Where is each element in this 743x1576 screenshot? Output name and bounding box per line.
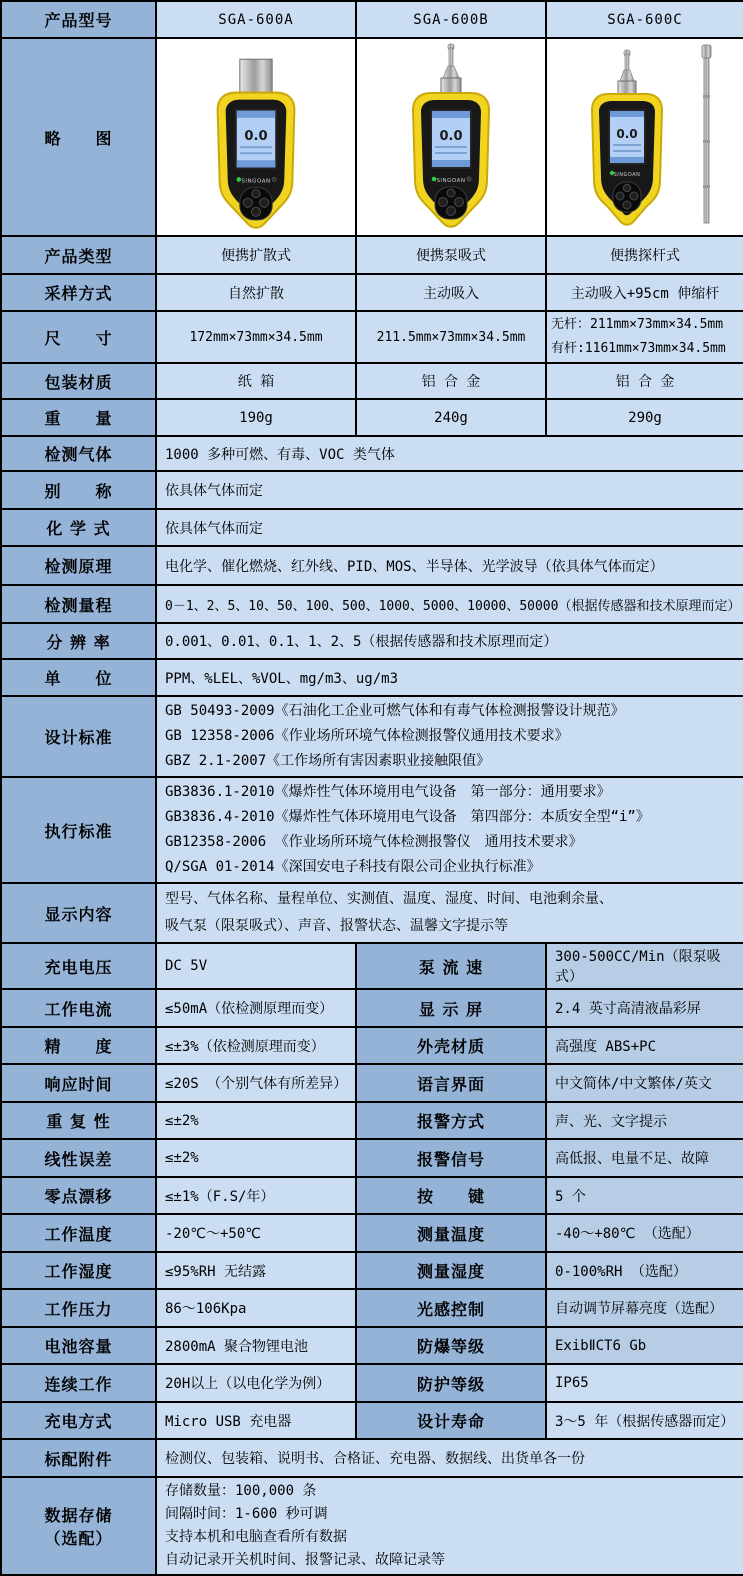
label-alarm-mode: 报警方式	[356, 1102, 546, 1139]
label-dimensions: 尺 寸	[1, 311, 156, 363]
value-light-control: 自动调节屏幕亮度（选配）	[546, 1289, 743, 1327]
row-standard-accessories	[1, 1439, 743, 1477]
value-linearity-error: ≤±2%	[156, 1139, 356, 1177]
display-content-line: 吸气泵（限泵吸式）、声音、报警状态、温馨文字提示等	[165, 918, 508, 934]
label-unit: 单 位	[1, 659, 156, 696]
value-measure-temperature: -40～+80℃ （选配）	[546, 1214, 743, 1252]
row-repeatability-alarm-mode	[1, 1102, 743, 1139]
row-sampling-method	[1, 274, 743, 311]
label-accuracy: 精 度	[1, 1027, 156, 1064]
label-charging-voltage: 充电电压	[1, 943, 156, 989]
value-sampling-a: 自然扩散	[156, 274, 356, 311]
label-working-current: 工作电流	[1, 989, 156, 1027]
label-light-control: 光感控制	[356, 1289, 546, 1327]
row-charging-method-design-life	[1, 1402, 743, 1439]
row-detection-principle	[1, 546, 743, 585]
value-zero-drift: ≤±1%（F.S/年）	[156, 1177, 356, 1214]
telescopic-rod-illustration	[702, 45, 711, 223]
data-storage-line: 自动记录开关机时间、报警记录、故障记录等	[165, 1552, 445, 1568]
execution-standard-line: GB3836.1-2010《爆炸性气体环境用电气设备 第一部分：通用要求》	[165, 784, 611, 800]
gas-detector-diffusion-illustration	[161, 39, 351, 231]
label-pump-flow: 泵 流 速	[356, 943, 546, 989]
label-design-life: 设计寿命	[356, 1402, 546, 1439]
row-execution-standards	[1, 777, 743, 883]
label-execution-standards: 执行标准	[1, 777, 156, 883]
gas-detector-pump-illustration	[361, 39, 541, 231]
data-storage-line: 间隔时间：1-600 秒可调	[165, 1506, 328, 1522]
row-continuous-work-protection	[1, 1364, 743, 1402]
label-packaging-material: 包装材质	[1, 363, 156, 399]
row-product-model	[1, 1, 743, 38]
label-linearity-error: 线性误差	[1, 1139, 156, 1177]
value-weight-b: 240g	[356, 399, 546, 436]
device-brand-text: SINGOAN	[241, 178, 271, 185]
value-alarm-mode: 声、光、文字提示	[546, 1102, 743, 1139]
row-dimensions	[1, 311, 743, 363]
label-detected-gas: 检测气体	[1, 436, 156, 471]
execution-standard-line: GB3836.4-2010《爆炸性气体环境用电气设备 第四部分：本质安全型“i”》	[165, 809, 650, 825]
value-detected-gas: 1000 多种可燃、有毒、VOC 类气体	[156, 436, 743, 471]
label-battery-capacity: 电池容量	[1, 1327, 156, 1364]
value-unit: PPM、%LEL、%VOL、mg/m3、ug/m3	[156, 659, 743, 696]
model-sga-600a: SGA-600A	[156, 1, 356, 38]
model-sga-600c: SGA-600C	[546, 1, 743, 38]
row-working-pressure-light-control	[1, 1289, 743, 1327]
data-storage-line: 存储数量：100,000 条	[165, 1483, 317, 1499]
value-display-screen: 2.4 英寸高清液晶彩屏	[546, 989, 743, 1027]
value-dimensions-a: 172mm×73mm×34.5mm	[156, 311, 356, 363]
label-repeatability: 重 复 性	[1, 1102, 156, 1139]
value-standard-accessories: 检测仪、包装箱、说明书、合格证、充电器、数据线、出货单各一份	[156, 1439, 743, 1477]
gas-detector-probe-illustration	[551, 39, 739, 231]
label-data-storage-line2: （选配）	[44, 1529, 113, 1548]
value-sampling-b: 主动吸入	[356, 274, 546, 311]
value-resolution: 0.001、0.01、0.1、1、2、5（根据传感器和技术原理而定）	[156, 623, 743, 659]
label-chemical-formula: 化 学 式	[1, 509, 156, 546]
execution-standard-line: Q/SGA 01-2014《深国安电子科技有限公司企业执行标准》	[165, 859, 541, 875]
label-sampling-method: 采样方式	[1, 274, 156, 311]
value-working-current: ≤50mA（依检测原理而变）	[156, 989, 356, 1027]
product-image-sga-600b	[356, 38, 546, 236]
label-working-pressure: 工作压力	[1, 1289, 156, 1327]
label-buttons: 按 键	[356, 1177, 546, 1214]
row-display-content	[1, 883, 743, 943]
design-standard-line: GB 12358-2006《作业场所环境气体检测报警仪通用技术要求》	[165, 728, 569, 744]
row-zero-drift-buttons	[1, 1177, 743, 1214]
value-packaging-c: 铝 合 金	[546, 363, 743, 399]
device-brand-text: SINGOAN	[436, 178, 466, 184]
value-explosion-proof-grade: ExibⅡCT6 Gb	[546, 1327, 743, 1364]
label-shell-material: 外壳材质	[356, 1027, 546, 1064]
value-working-humidity: ≤95%RH 无结露	[156, 1252, 356, 1289]
design-standard-line: GBZ 2.1-2007《工作场所有害因素职业接触限值》	[165, 753, 491, 769]
row-packaging-material	[1, 363, 743, 399]
row-working-humidity-measure-humidity	[1, 1252, 743, 1289]
product-image-sga-600a	[156, 38, 356, 236]
label-charging-method: 充电方式	[1, 1402, 156, 1439]
row-product-type	[1, 236, 743, 274]
device-screen-reading: 0.0	[244, 129, 268, 145]
model-sga-600b: SGA-600B	[356, 1, 546, 38]
label-alias: 别 称	[1, 471, 156, 509]
value-buttons: 5 个	[546, 1177, 743, 1214]
product-image-sga-600c	[546, 38, 743, 236]
label-protection-grade: 防护等级	[356, 1364, 546, 1402]
label-working-temperature: 工作温度	[1, 1214, 156, 1252]
row-accuracy-shell	[1, 1027, 743, 1064]
label-weight: 重 量	[1, 399, 156, 436]
display-content-line: 型号、气体名称、量程单位、实测值、温度、湿度、时间、电池剩余量、	[165, 891, 613, 907]
value-dimensions-c-no-rod: 无杆：211mm×73mm×34.5mm	[551, 317, 724, 332]
label-language-interface: 语言界面	[356, 1064, 546, 1102]
label-measure-humidity: 测量湿度	[356, 1252, 546, 1289]
value-detection-range: 0－1、2、5、10、50、100、500、1000、5000、10000、50000（根据传感器和技术原理而定）	[156, 585, 743, 623]
row-data-storage	[1, 1477, 743, 1575]
label-data-storage	[1, 1477, 156, 1575]
value-continuous-work: 20H以上（以电化学为例）	[156, 1364, 356, 1402]
value-repeatability: ≤±2%	[156, 1102, 356, 1139]
value-dimensions-b: 211.5mm×73mm×34.5mm	[356, 311, 546, 363]
row-detection-range	[1, 585, 743, 623]
label-design-standards: 设计标准	[1, 696, 156, 777]
label-display-content: 显示内容	[1, 883, 156, 943]
value-display-content	[156, 883, 743, 943]
value-design-standards	[156, 696, 743, 777]
value-chemical-formula: 依具体气体而定	[156, 509, 743, 546]
label-explosion-proof-grade: 防爆等级	[356, 1327, 546, 1364]
value-working-temperature: -20℃～+50℃	[156, 1214, 356, 1252]
label-working-humidity: 工作湿度	[1, 1252, 156, 1289]
value-alarm-signal: 高低报、电量不足、故障	[546, 1139, 743, 1177]
label-detection-range: 检测量程	[1, 585, 156, 623]
value-charging-voltage: DC 5V	[156, 943, 356, 989]
label-product-type: 产品类型	[1, 236, 156, 274]
label-resolution: 分 辨 率	[1, 623, 156, 659]
value-measure-humidity: 0-100%RH （选配）	[546, 1252, 743, 1289]
value-charging-method: Micro USB 充电器	[156, 1402, 356, 1439]
row-detected-gas	[1, 436, 743, 471]
label-standard-accessories: 标配附件	[1, 1439, 156, 1477]
row-working-temp-measure-temp	[1, 1214, 743, 1252]
value-weight-a: 190g	[156, 399, 356, 436]
value-detection-principle: 电化学、催化燃烧、红外线、PID、MOS、半导体、光学波导（依具体气体而定）	[156, 546, 743, 585]
value-language-interface: 中文简体/中文繁体/英文	[546, 1064, 743, 1102]
label-zero-drift: 零点漂移	[1, 1177, 156, 1214]
row-design-standards	[1, 696, 743, 777]
label-measure-temperature: 测量温度	[356, 1214, 546, 1252]
row-response-time-language	[1, 1064, 743, 1102]
label-product-model: 产品型号	[1, 1, 156, 38]
row-chemical-formula	[1, 509, 743, 546]
row-alias	[1, 471, 743, 509]
row-charging-voltage-pump-flow	[1, 943, 743, 989]
value-alias: 依具体气体而定	[156, 471, 743, 509]
execution-standard-line: GB12358-2006 《作业场所环境气体检测报警仪 通用技术要求》	[165, 834, 583, 850]
value-response-time: ≤20S （个别气体有所差异）	[156, 1064, 356, 1102]
value-packaging-a: 纸 箱	[156, 363, 356, 399]
value-dimensions-c	[546, 311, 743, 363]
value-working-pressure: 86～106Kpa	[156, 1289, 356, 1327]
label-detection-principle: 检测原理	[1, 546, 156, 585]
label-continuous-work: 连续工作	[1, 1364, 156, 1402]
row-unit	[1, 659, 743, 696]
value-design-life: 3～5 年（根据传感器而定）	[546, 1402, 743, 1439]
row-resolution	[1, 623, 743, 659]
value-execution-standards	[156, 777, 743, 883]
label-alarm-signal: 报警信号	[356, 1139, 546, 1177]
value-accuracy: ≤±3%（依检测原理而变）	[156, 1027, 356, 1064]
value-dimensions-c-with-rod: 有杆:1161mm×73mm×34.5mm	[551, 341, 726, 356]
value-battery-capacity: 2800mA 聚合物锂电池	[156, 1327, 356, 1364]
data-storage-line: 支持本机和电脑查看所有数据	[165, 1529, 347, 1545]
design-standard-line: GB 50493-2009《石油化工企业可燃气体和有毒气体检测报警设计规范》	[165, 703, 625, 719]
value-weight-c: 290g	[546, 399, 743, 436]
row-linearity-alarm-signal	[1, 1139, 743, 1177]
value-product-type-c: 便携探杆式	[546, 236, 743, 274]
value-packaging-b: 铝 合 金	[356, 363, 546, 399]
label-response-time: 响应时间	[1, 1064, 156, 1102]
value-sampling-c: 主动吸入+95cm 伸缩杆	[546, 274, 743, 311]
value-data-storage	[156, 1477, 743, 1575]
value-pump-flow: 300-500CC/Min（限泵吸式）	[546, 943, 743, 989]
value-product-type-b: 便携泵吸式	[356, 236, 546, 274]
device-screen-reading: 0.0	[439, 129, 463, 144]
device-brand-text: SINGOAN	[613, 172, 641, 178]
label-data-storage-line1: 数据存储	[44, 1506, 113, 1525]
row-battery-explosion-proof	[1, 1327, 743, 1364]
value-product-type-a: 便携扩散式	[156, 236, 356, 274]
row-working-current-display	[1, 989, 743, 1027]
value-protection-grade: IP65	[546, 1364, 743, 1402]
row-sketch	[1, 38, 743, 236]
label-sketch: 略 图	[1, 38, 156, 236]
device-screen-reading: 0.0	[616, 127, 638, 141]
value-shell-material: 高强度 ABS+PC	[546, 1027, 743, 1064]
label-display-screen: 显 示 屏	[356, 989, 546, 1027]
row-weight	[1, 399, 743, 436]
